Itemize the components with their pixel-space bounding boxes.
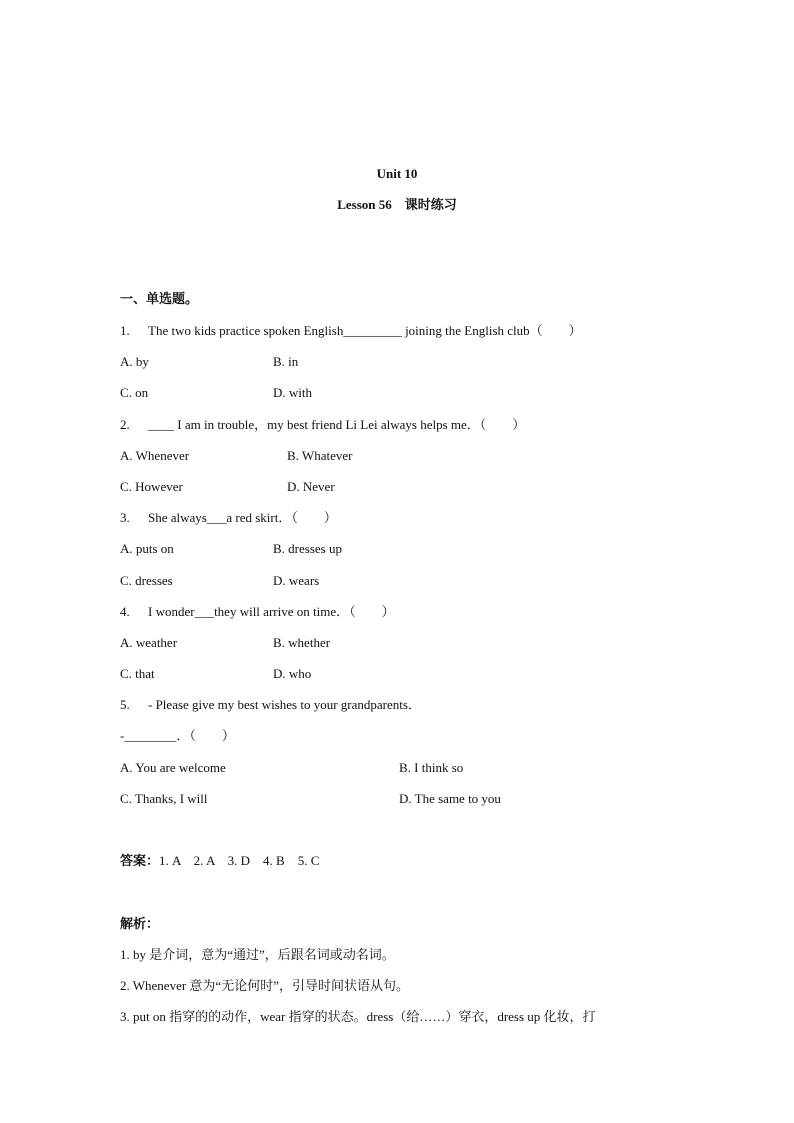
question-number: 4. <box>120 604 130 619</box>
question-text: - Please give my best wishes to your grandparents． <box>148 697 421 712</box>
option-a: A. You are welcome <box>120 760 226 775</box>
answers-line <box>120 853 319 869</box>
option-d: D. The same to you <box>399 791 501 806</box>
option-a: A. by <box>120 354 149 369</box>
option-b: B. whether <box>273 635 331 650</box>
option-d: D. with <box>273 385 312 400</box>
option-a: A. puts on <box>120 541 174 556</box>
question-text: ____ I am in trouble，my best friend Li Lei always helps me．（ ） <box>148 417 526 432</box>
section-title: 一、单选题。 <box>120 291 199 306</box>
option-c: C. that <box>120 666 155 681</box>
option-b: B. Whatever <box>287 448 353 463</box>
question-text: I wonder___they will arrive on time．（ ） <box>148 604 395 619</box>
option-b: B. I think so <box>399 760 464 775</box>
question-number: 1. <box>120 323 130 338</box>
analysis-label: 解析： <box>120 916 160 931</box>
question-text-reply: -________．（ ） <box>120 728 235 743</box>
option-b: B. dresses up <box>273 541 342 556</box>
option-c: C. dresses <box>120 573 173 588</box>
option-d: D. wears <box>273 573 320 588</box>
question-number: 2. <box>120 417 130 432</box>
analysis-line: 1. by 是介词，意为“通过”，后跟名词或动名词。 <box>120 947 395 962</box>
option-a: A. weather <box>120 635 178 650</box>
option-c: C. Thanks, I will <box>120 791 208 806</box>
question-number: 5. <box>120 697 130 712</box>
unit-title: Unit 10 <box>376 166 418 181</box>
option-d: D. who <box>273 666 312 681</box>
question-text: The two kids practice spoken English_________ joining the English club（ ） <box>148 323 582 338</box>
answers-label: 答案： <box>120 853 160 868</box>
option-c: C. However <box>120 479 183 494</box>
option-c: C. on <box>120 385 149 400</box>
question-text: She always___a red skirt．（ ） <box>148 510 337 525</box>
option-d: D. Never <box>287 479 335 494</box>
option-a: A. Whenever <box>120 448 190 463</box>
analysis-line: 2. Whenever 意为“无论何时”，引导时间状语从句。 <box>120 978 409 993</box>
lesson-title: Lesson 56 课时练习 <box>337 197 457 212</box>
question-number: 3. <box>120 510 130 525</box>
analysis-line: 3. put on 指穿的的动作，wear 指穿的状态。dress（给……）穿衣，dress up 化妆，打 <box>120 1009 596 1024</box>
answers-text: 1. A 2. A 3. D 4. B 5. C <box>159 853 320 868</box>
option-b: B. in <box>273 354 299 369</box>
